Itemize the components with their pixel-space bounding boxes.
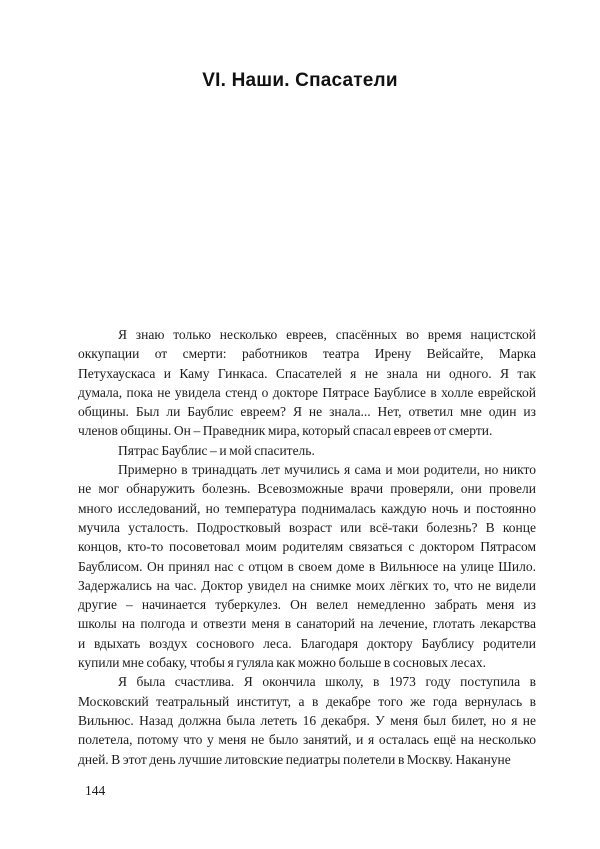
text-line: Московский театральный институт, а в декабре того же года вернулась в bbox=[78, 693, 536, 709]
text-line: и вдыхать воздух соснового леса. Благодаря доктору Баублису родители bbox=[78, 635, 536, 651]
text-line: полетела, потому что у меня не было занятий, и я осталась ещё на несколько bbox=[78, 732, 536, 748]
text-line: думала, пока не увидела стенд о докторе Пятрасе Баублисе в холле еврейской bbox=[78, 384, 536, 400]
text-line: Вильнюс. Назад должна была лететь 16 декабря. У меня был билет, но я не bbox=[78, 712, 536, 728]
text-line: концов, кто-то посоветовал моим родителям связаться с доктором Пятрасом bbox=[78, 539, 536, 555]
text-line: оккупации от смерти: работников театра Ирену Вейсайте, Марка bbox=[78, 346, 536, 362]
text-line: школы на полгода и отвезти меня в санаторий на лечение, глотать лекарства bbox=[78, 616, 536, 632]
paragraph bbox=[78, 672, 536, 768]
text-line: Задержались на час. Доктор увидел на снимке моих лёгких то, что не видели bbox=[78, 577, 536, 593]
text-line: Примерно в тринадцать лет мучились я сама и мои родители, но никто bbox=[118, 462, 536, 478]
page-number: 144 bbox=[85, 783, 106, 798]
paragraph bbox=[78, 460, 536, 672]
chapter-title: VI. Наши. Спасатели bbox=[202, 70, 398, 91]
text-line: много исследований, но температура поднималась каждую ночь и постоянно bbox=[78, 500, 536, 516]
text-line: дней. В этот день лучшие литовские педиатры полетели в Москву. Накануне bbox=[78, 751, 511, 767]
text-line: купили мне собаку, чтобы я гуляла как можно больше в сосновых лесах. bbox=[78, 655, 486, 671]
paragraph bbox=[78, 441, 536, 460]
paragraph bbox=[78, 325, 536, 441]
text-line: Я знаю только несколько евреев, спасённых во время нацистской bbox=[118, 327, 536, 342]
text-line: мучила усталость. Подростковый возраст или всё-таки болезнь? В конце bbox=[78, 519, 536, 535]
text-line: другие – начинается туберкулез. Он велел немедленно забрать меня из bbox=[78, 597, 536, 613]
text-line: общины. Был ли Баублис евреем? Я не знала... Нет, ответил мне один из bbox=[78, 404, 536, 420]
text-line: Я была счастлива. Я окончила школу, в 1973 году поступила в bbox=[118, 674, 536, 690]
text-line: Баублисом. Он принял нас с отцом в своем доме в Вильнюсе на улице Шило. bbox=[78, 558, 536, 574]
page-body bbox=[78, 325, 536, 769]
text-line: Петухаускаса и Каму Гинкаса. Спасателей я не знала ни одного. Я так bbox=[78, 365, 536, 381]
text-line: Пятрас Баублис – и мой спаситель. bbox=[118, 442, 315, 458]
text-line: членов общины. Он – Праведник мира, который спасал евреев от смерти. bbox=[78, 423, 493, 439]
text-line: не мог обнаружить болезнь. Всевозможные врачи проверяли, они провели bbox=[78, 481, 536, 497]
